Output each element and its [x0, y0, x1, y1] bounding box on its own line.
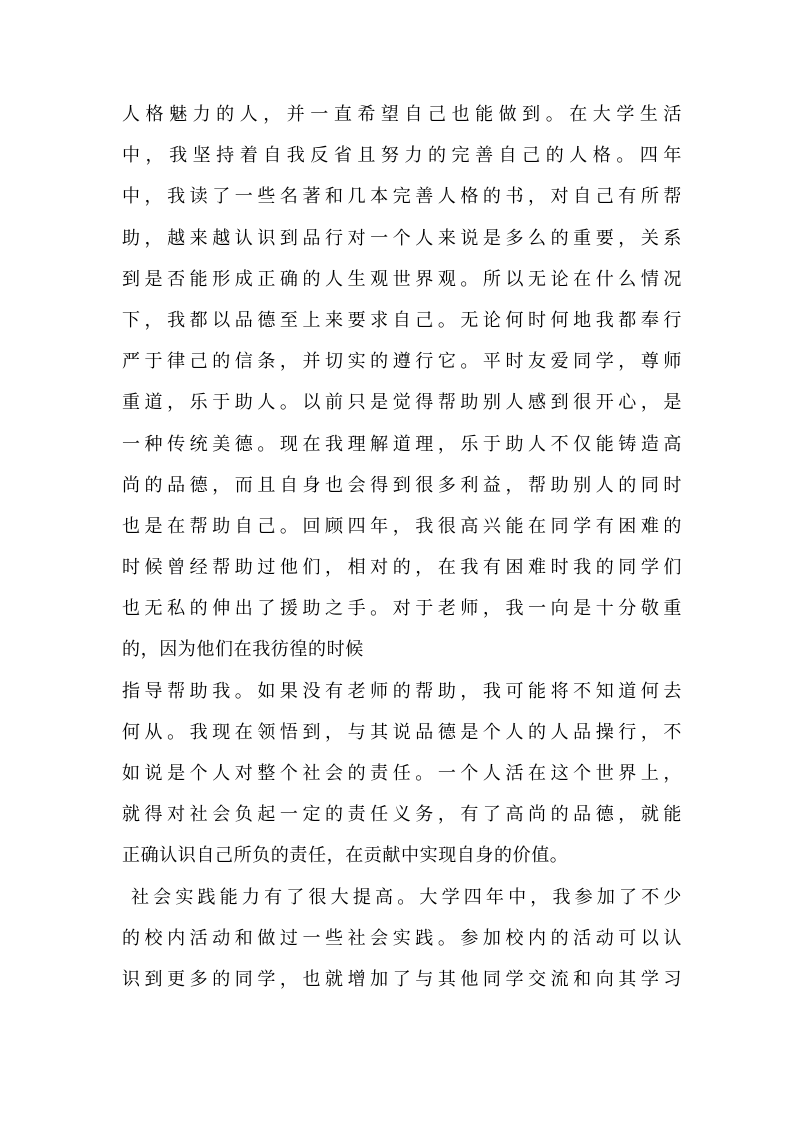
text-line: 中，我坚持着自我反省且努力的完善自己的人格。四年	[122, 145, 682, 167]
text-line: 助，越来越认识到品行对一个人来说是多么的重要，关系	[122, 227, 682, 249]
text-line: 就得对社会负起一定的责任义务，有了高尚的品德，就能	[122, 804, 682, 826]
text-line: 也是在帮助自己。回顾四年，我很高兴能在同学有困难的	[122, 515, 682, 537]
text-line: 中，我读了一些名著和几本完善人格的书，对自己有所帮	[122, 186, 682, 208]
text-line: 何从。我现在领悟到，与其说品德是个人的人品操行，不	[122, 721, 682, 743]
text-line: 到是否能形成正确的人生观世界观。所以无论在什么情况	[122, 268, 682, 290]
text-line: 严于律己的信条，并切实的遵行它。平时友爱同学，尊师	[122, 351, 682, 373]
text-line: 重道，乐于助人。以前只是觉得帮助别人感到很开心，是	[122, 392, 682, 414]
text-line: 的校内活动和做过一些社会实践。参加校内的活动可以认	[122, 927, 682, 949]
text-line: 正确认识自己所负的责任，在贡献中实现自身的价值。	[122, 845, 569, 867]
text-line: 指导帮助我。如果没有老师的帮助，我可能将不知道何去	[122, 680, 682, 702]
text-line: 下，我都以品德至上来要求自己。无论何时何地我都奉行	[122, 309, 682, 331]
text-line: 时候曾经帮助过他们，相对的，在我有困难时我的同学们	[122, 557, 682, 579]
text-line: 一种传统美德。现在我理解道理，乐于助人不仅能铸造高	[122, 433, 682, 455]
text-line: 尚的品德，而且自身也会得到很多利益，帮助别人的同时	[122, 474, 682, 496]
text-line: 如说是个人对整个社会的责任。一个人活在这个世界上，	[122, 763, 682, 784]
text-line: 的，因为他们在我彷徨的时候	[122, 639, 364, 661]
text-line: 人格魅力的人，并一直希望自己也能做到。在大学生活	[122, 104, 682, 125]
body-text	[122, 94, 682, 1000]
text-line: 识到更多的同学，也就增加了与其他同学交流和向其学习	[122, 968, 682, 990]
text-line: 也无私的伸出了援助之手。对于老师，我一向是十分敬重	[122, 598, 682, 620]
text-line: 社会实践能力有了很大提高。大学四年中，我参加了不少	[131, 886, 682, 908]
